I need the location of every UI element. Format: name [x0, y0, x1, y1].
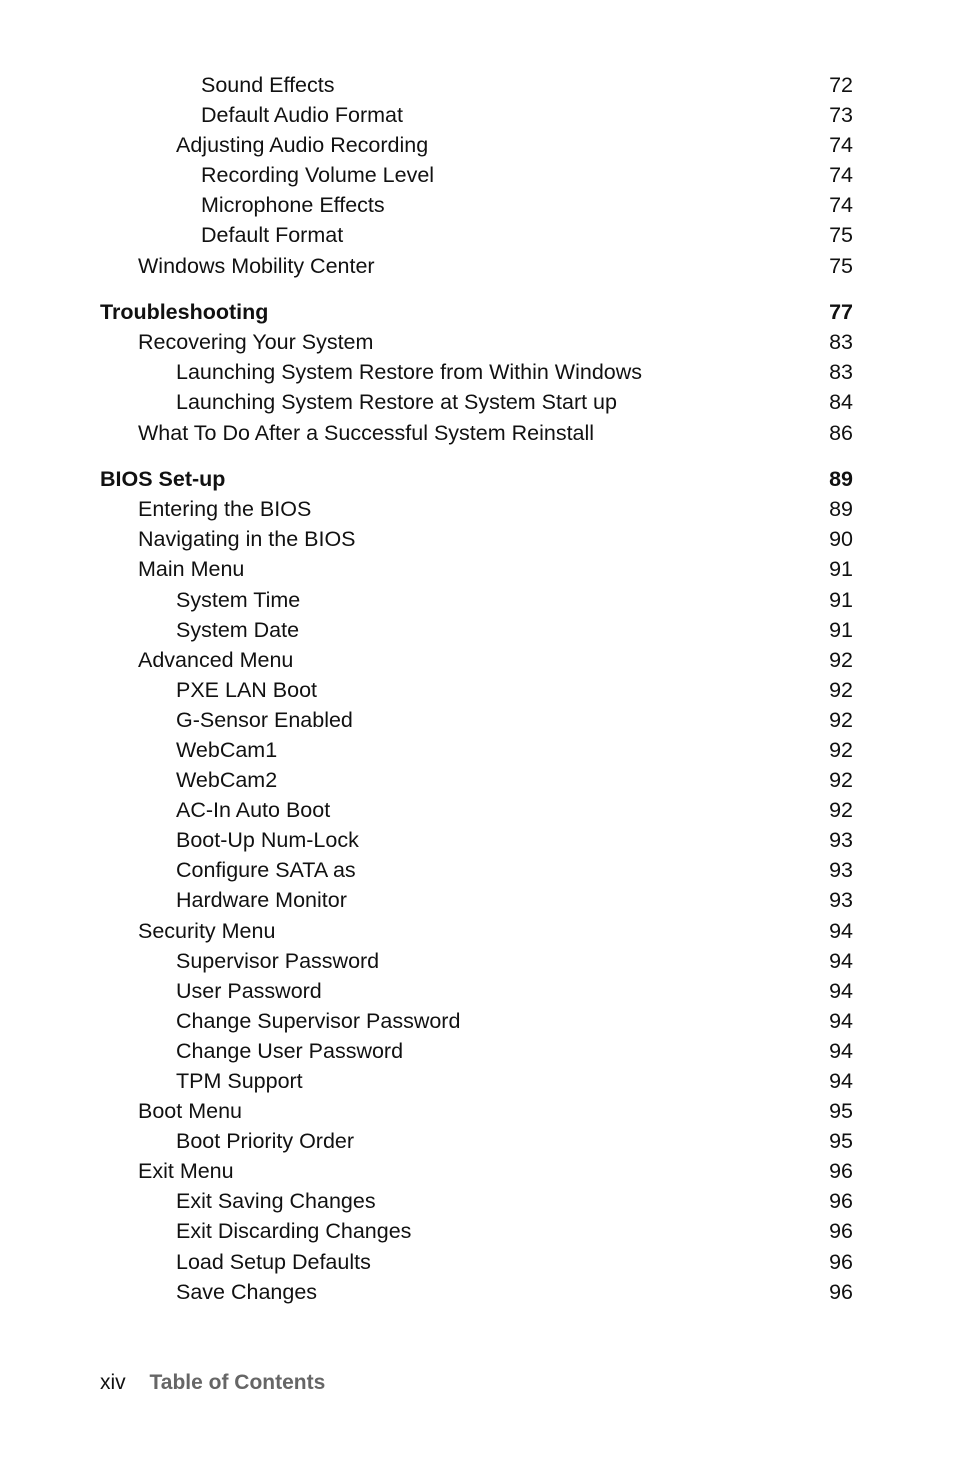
table-of-contents: [100, 70, 853, 1307]
toc-entry-page-number: 96: [829, 1189, 853, 1214]
toc-entry[interactable]: [100, 675, 853, 705]
toc-entry-title: Recording Volume Level: [201, 163, 435, 188]
toc-entry[interactable]: [100, 357, 853, 387]
toc-entry[interactable]: [100, 160, 853, 190]
toc-entry-page-number: 93: [829, 828, 853, 853]
toc-entry-title: Entering the BIOS: [138, 497, 312, 522]
toc-entry-page-number: 94: [829, 1008, 853, 1033]
toc-entry-title: Security Menu: [138, 918, 276, 943]
toc-entry-title: Change Supervisor Password: [176, 1008, 461, 1033]
toc-entry[interactable]: [100, 916, 853, 946]
toc-entry[interactable]: [100, 615, 853, 645]
toc-section-entry[interactable]: [100, 297, 853, 327]
toc-entry-title: Advanced Menu: [138, 647, 294, 672]
toc-entry-page-number: 92: [829, 768, 853, 793]
toc-entry[interactable]: [100, 795, 853, 825]
toc-entry[interactable]: [100, 251, 853, 281]
toc-entry[interactable]: [100, 885, 853, 915]
toc-entry[interactable]: [100, 220, 853, 250]
toc-entry-page-number: 96: [829, 1159, 853, 1184]
toc-entry-title: User Password: [176, 978, 322, 1003]
toc-entry[interactable]: [100, 825, 853, 855]
toc-entry-title: Exit Discarding Changes: [176, 1219, 412, 1244]
toc-entry[interactable]: [100, 130, 853, 160]
toc-entry-page-number: 93: [829, 888, 853, 913]
toc-entry-title: Exit Saving Changes: [176, 1189, 376, 1214]
toc-entry-title: Save Changes: [176, 1279, 318, 1304]
toc-entry-page-number: 72: [829, 73, 853, 97]
toc-entry-title: Change User Password: [176, 1038, 404, 1063]
toc-entry-title: Boot Menu: [138, 1099, 242, 1124]
toc-entry-page-number: 77: [829, 300, 853, 325]
toc-entry[interactable]: [100, 554, 853, 584]
toc-entry[interactable]: [100, 946, 853, 976]
toc-entry[interactable]: [100, 1036, 853, 1066]
toc-entry-title: Navigating in the BIOS: [138, 527, 356, 552]
toc-entry-page-number: 94: [829, 1069, 853, 1093]
toc-entry-title: WebCam2: [176, 768, 278, 793]
toc-entry[interactable]: [100, 1156, 853, 1186]
page-folio: xiv: [100, 1371, 126, 1394]
toc-entry[interactable]: [100, 1186, 853, 1216]
toc-entry[interactable]: [100, 735, 853, 765]
toc-entry-page-number: 96: [829, 1219, 853, 1244]
toc-entry-page-number: 94: [829, 948, 853, 973]
toc-entry[interactable]: [100, 494, 853, 524]
toc-entry-title: Recovering Your System: [138, 330, 374, 355]
toc-section-entry[interactable]: [100, 464, 853, 494]
toc-entry-title: WebCam1: [176, 737, 278, 762]
toc-entry-title: AC-In Auto Boot: [176, 798, 331, 823]
toc-entry-title: Launching System Restore from Within Windows: [176, 360, 643, 385]
toc-entry-title: Boot Priority Order: [176, 1129, 355, 1154]
toc-entry-title: Main Menu: [138, 557, 245, 582]
toc-entry-title: Hardware Monitor: [176, 888, 347, 913]
toc-entry-title: Windows Mobility Center: [138, 253, 375, 278]
toc-entry-title: Adjusting Audio Recording: [176, 133, 429, 158]
toc-entry-page-number: 73: [829, 103, 853, 128]
toc-entry-page-number: 91: [829, 557, 853, 582]
toc-entry[interactable]: [100, 1216, 853, 1246]
toc-entry[interactable]: [100, 976, 853, 1006]
toc-entry-page-number: 74: [829, 133, 853, 158]
toc-entry-page-number: 74: [829, 193, 853, 218]
toc-entry[interactable]: [100, 190, 853, 220]
toc-entry-title: System Date: [176, 617, 300, 642]
toc-entry[interactable]: [100, 765, 853, 795]
toc-entry-title: System Time: [176, 587, 301, 612]
toc-entry-title: Launching System Restore at System Start up: [176, 390, 617, 415]
toc-entry-page-number: 92: [829, 647, 853, 672]
toc-entry-page-number: 86: [829, 420, 853, 445]
toc-entry-page-number: 75: [829, 253, 853, 278]
toc-entry-page-number: 93: [829, 858, 853, 883]
toc-entry-page-number: 94: [829, 918, 853, 943]
toc-entry-title: Configure SATA as: [176, 858, 356, 883]
toc-entry-title: PXE LAN Boot: [176, 677, 318, 702]
toc-entry-title: Exit Menu: [138, 1159, 234, 1184]
toc-entry-page-number: 92: [829, 798, 853, 823]
toc-entry[interactable]: [100, 70, 853, 100]
toc-entry-page-number: 96: [829, 1249, 853, 1274]
toc-entry-page-number: 75: [829, 223, 853, 248]
toc-entry[interactable]: [100, 855, 853, 885]
toc-entry[interactable]: [100, 1126, 853, 1156]
page-footer: [100, 1368, 325, 1398]
toc-entry-title: BIOS Set-up: [100, 467, 226, 492]
toc-entry[interactable]: [100, 1006, 853, 1036]
toc-entry[interactable]: [100, 387, 853, 417]
toc-entry-page-number: 94: [829, 1038, 853, 1063]
toc-entry-page-number: 74: [829, 163, 853, 188]
toc-entry-title: Sound Effects: [201, 73, 335, 97]
toc-entry-page-number: 84: [829, 390, 853, 415]
toc-entry-page-number: 95: [829, 1099, 853, 1124]
toc-entry-title: TPM Support: [176, 1069, 303, 1093]
toc-entry-title: G-Sensor Enabled: [176, 707, 353, 732]
toc-entry-page-number: 92: [829, 707, 853, 732]
toc-entry-page-number: 92: [829, 677, 853, 702]
toc-entry-page-number: 96: [829, 1279, 853, 1304]
toc-entry-title: Supervisor Password: [176, 948, 380, 973]
toc-entry-page-number: 89: [829, 497, 853, 522]
toc-entry-title: Load Setup Defaults: [176, 1249, 371, 1274]
toc-entry[interactable]: [100, 1277, 853, 1307]
toc-entry[interactable]: [100, 585, 853, 615]
running-title: Table of Contents: [149, 1371, 326, 1394]
toc-entry[interactable]: [100, 645, 853, 675]
toc-entry[interactable]: [100, 1096, 853, 1126]
toc-entry-page-number: 83: [829, 330, 853, 355]
toc-entry-title: What To Do After a Successful System Reinstall: [138, 420, 595, 445]
toc-entry-page-number: 91: [829, 587, 853, 612]
toc-entry-page-number: 91: [829, 617, 853, 642]
toc-entry-title: Default Format: [201, 223, 344, 248]
toc-entry-page-number: 90: [829, 527, 853, 552]
toc-entry-title: Troubleshooting: [100, 300, 269, 325]
toc-entry-title: Microphone Effects: [201, 193, 385, 218]
toc-entry[interactable]: [100, 1247, 853, 1277]
toc-entry[interactable]: [100, 705, 853, 735]
toc-entry-title: Boot-Up Num-Lock: [176, 828, 359, 853]
toc-entry[interactable]: [100, 1066, 853, 1096]
toc-entry-page-number: 95: [829, 1129, 853, 1154]
toc-entry-page-number: 89: [829, 467, 853, 492]
toc-entry-page-number: 92: [829, 737, 853, 762]
toc-entry[interactable]: [100, 418, 853, 448]
toc-entry[interactable]: [100, 100, 853, 130]
toc-entry[interactable]: [100, 524, 853, 554]
toc-entry-title: Default Audio Format: [201, 103, 403, 128]
toc-entry-page-number: 94: [829, 978, 853, 1003]
toc-entry-page-number: 83: [829, 360, 853, 385]
toc-entry[interactable]: [100, 327, 853, 357]
